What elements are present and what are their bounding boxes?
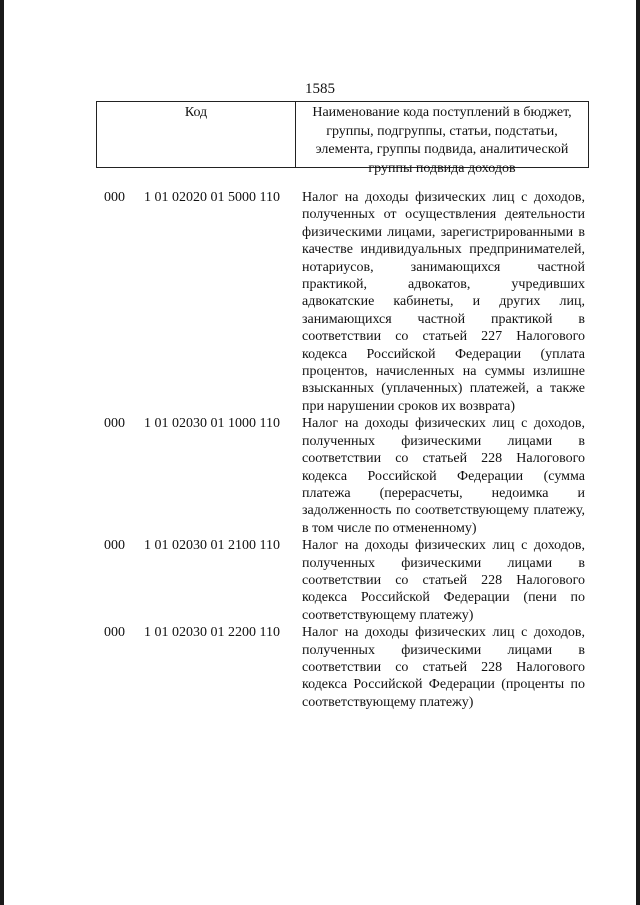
revenue-code: 1 01 02030 01 2200 110 bbox=[144, 625, 280, 641]
table-row bbox=[0, 415, 640, 537]
table-header bbox=[96, 101, 589, 176]
revenue-description: Налог на доходы физических лиц с доходов, полученных физическими лицами в соответствии со статьей 228 Налогового кодекса Российской Федерации (проценты по соответствующему платежу) bbox=[302, 625, 585, 710]
table-row bbox=[0, 537, 640, 624]
revenue-description: Налог на доходы физических лиц с доходов, полученных физическими лицами в соответствии со статьей 228 Налогового кодекса Российской Федерации (пени по соответствующему платежу) bbox=[302, 538, 585, 623]
table-row bbox=[0, 189, 640, 415]
admin-code: 000 bbox=[104, 190, 125, 205]
revenue-description: Налог на доходы физических лиц с доходов, полученных физическими лицами в соответствии со статьей 228 Налогового кодекса Российской Федерации (сумма платежа (перерасчеты, недоимка и задолженность по соответствующему платежу, в том числе по отмененному) bbox=[302, 416, 585, 536]
header-code-label: Код bbox=[184, 105, 208, 120]
admin-code: 000 bbox=[104, 538, 125, 554]
table-row bbox=[0, 624, 640, 711]
admin-code: 000 bbox=[104, 416, 125, 432]
revenue-code: 1 01 02030 01 1000 110 bbox=[144, 416, 280, 432]
header-name-label: Наименование кода поступлений в бюджет, группы, подгруппы, статьи, подстатьи, элемента, группы подвида, аналитической группы подвида доходов bbox=[312, 105, 572, 176]
revenue-code: 1 01 02030 01 2100 110 bbox=[144, 538, 280, 554]
admin-code: 000 bbox=[104, 625, 125, 641]
revenue-description: Налог на доходы физических лиц с доходов, полученных от осуществления деятельности физическими лицами, зарегистрированными в качестве индивидуальных предпринимателей, нотариусов, занимающихся частной практикой, адвокатов, учредивших адвокатские кабинеты, и других лиц, занимающихся частной практикой в соответствии со статьей 227 Налогового кодекса Российской Федерации (уплата процентов, начисленных на суммы излишне взысканных (уплаченных) платежей, а также при нарушении сроков их возврата) bbox=[302, 190, 585, 414]
page-number: 1585 bbox=[305, 81, 335, 97]
revenue-code: 1 01 02020 01 5000 110 bbox=[144, 190, 280, 205]
table-body bbox=[0, 189, 640, 711]
